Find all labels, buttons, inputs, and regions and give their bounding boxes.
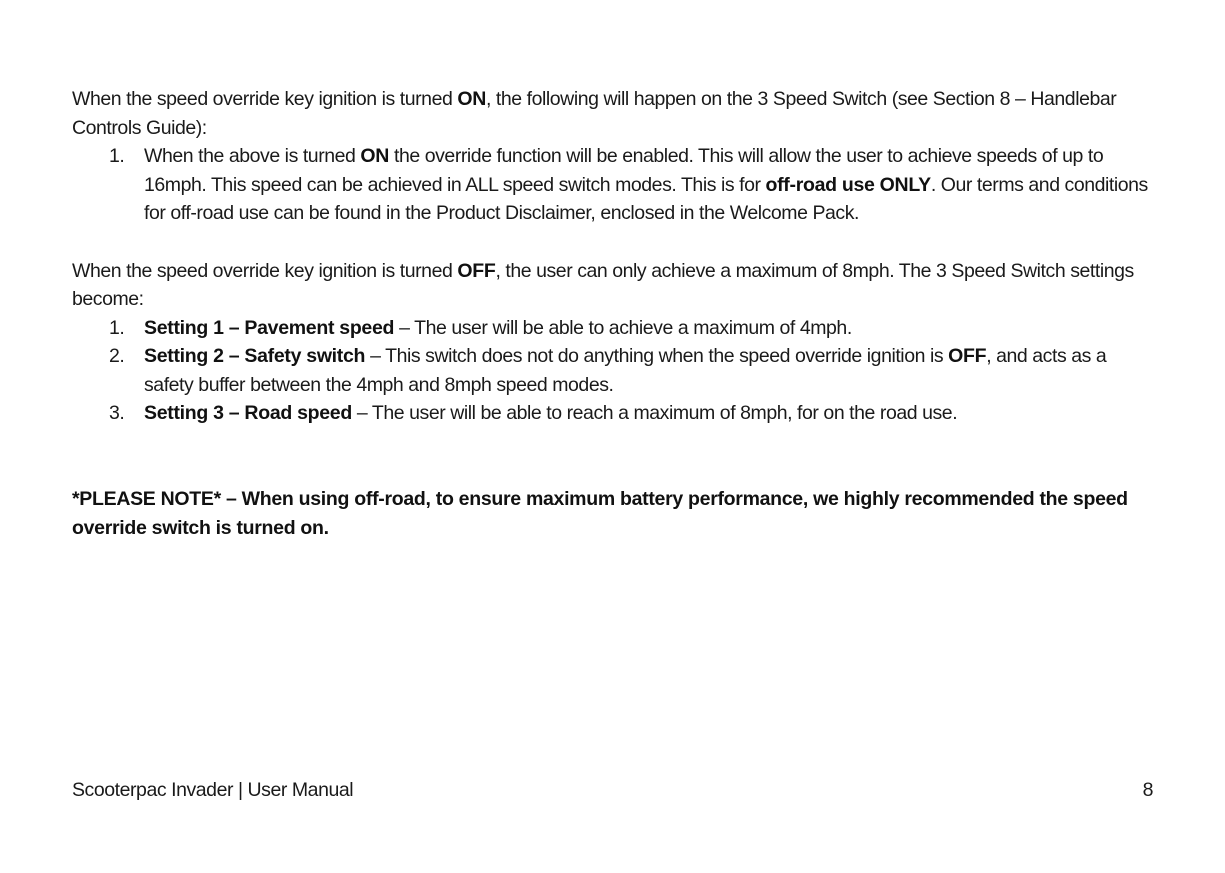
list-item: [72, 342, 1157, 399]
setting-description-pre: – This switch does not do anything when the speed override ignition is: [365, 345, 949, 367]
off-intro-pre: When the speed override key ignition is turned: [72, 259, 458, 282]
page-number: 8: [1142, 779, 1153, 801]
settings-list: [72, 314, 1157, 428]
setting-description-bold: OFF: [948, 345, 987, 367]
list-number: 1.: [109, 145, 125, 167]
please-note: *PLEASE NOTE* – When using off-road, to ensure maximum battery performance, we highly recommended the speed override switch is turned on.: [72, 487, 1128, 539]
list-item-text: [144, 142, 1157, 228]
page-content: [72, 85, 1157, 543]
footer-title: Scooterpac Invader | User Manual: [72, 779, 354, 801]
on-item-bold2: off-road use ONLY: [765, 173, 931, 196]
on-intro-pre: When the speed override key ignition is turned: [72, 88, 458, 110]
on-item-part2: the override function will be enabled. This will allow the user to achieve speeds of up to 16mph. This speed can be achieved in ALL speed switch modes. This is for: [144, 145, 1104, 196]
spacer: [72, 428, 1157, 485]
on-intro-paragraph: [72, 85, 1157, 142]
list-item: [72, 399, 1157, 428]
on-intro-bold: ON: [457, 88, 486, 110]
spacer: [72, 228, 1157, 257]
setting-description: – The user will be able to reach a maximum of 8mph, for on the road use.: [351, 402, 958, 424]
list-item: [72, 142, 1157, 228]
list-number: 3.: [109, 402, 125, 424]
on-list: [72, 142, 1157, 228]
on-item-part3: . Our terms and conditions for off-road use can be found in the Product Disclaimer, enclosed in the Welcome Pack.: [144, 173, 1148, 224]
setting-title: Setting 3 – Road speed: [144, 402, 352, 424]
on-intro-post: , the following will happen on the 3 Speed Switch (see Section 8 – Handlebar Controls Guide):: [72, 88, 1117, 139]
setting-title: Setting 1 – Pavement speed: [144, 316, 395, 339]
list-item: [72, 314, 1157, 343]
on-item-bold1: ON: [360, 145, 390, 167]
off-intro-paragraph: [72, 257, 1157, 314]
list-item-text: [144, 314, 1157, 343]
off-intro-bold: OFF: [457, 259, 496, 282]
list-number: 1.: [109, 316, 125, 339]
list-number: 2.: [109, 345, 125, 367]
list-item-text: [144, 399, 1157, 428]
setting-description: – The user will be able to achieve a maximum of 4mph.: [394, 316, 852, 339]
list-item-text: [144, 342, 1157, 399]
off-intro-post: , the user can only achieve a maximum of 8mph. The 3 Speed Switch settings become:: [72, 259, 1134, 310]
setting-title: Setting 2 – Safety switch: [144, 345, 366, 367]
on-item-part1: When the above is turned: [144, 145, 361, 167]
setting-description-post: , and acts as a safety buffer between the 4mph and 8mph speed modes.: [144, 345, 1107, 396]
